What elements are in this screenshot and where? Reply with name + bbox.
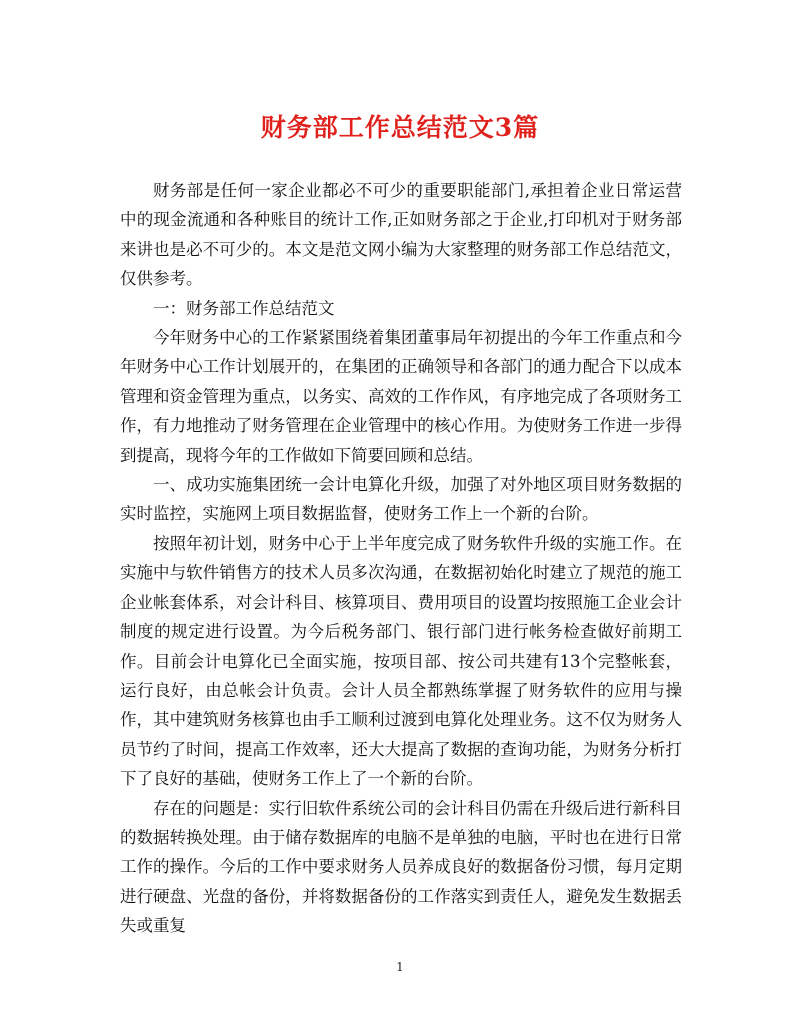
- page-number: 1: [396, 960, 404, 974]
- intro-paragraph: 财务部是任何一家企业都必不可少的重要职能部门,承担着企业日常运营中的现金流通和各种账目的统计工作,正如财务部之于企业,打印机对于财务部来讲也是必不可少的。本文是范文网小编为大家整理的财务部工作总结范文，仅供参考。: [120, 181, 682, 289]
- document-body: [120, 176, 682, 941]
- body-paragraph: 今年财务中心的工作紧紧围绕着集团董事局年初提出的今年工作重点和今年财务中心工作计划展开的，在集团的正确领导和各部门的通力配合下以成本管理和资金管理为重点，以务实、高效的工作作风，有序地完成了各项财务工作，有力地推动了财务管理在企业管理中的核心作用。为使财务工作进一步得到提高，现将今年的工作做如下简要回顾和总结。: [120, 328, 682, 465]
- section-heading: 一：财务部工作总结范文: [153, 298, 335, 318]
- document-title: 财务部工作总结范文3篇: [260, 113, 540, 142]
- body-paragraph: 按照年初计划，财务中心于上半年度完成了财务软件升级的实施工作。在实施中与软件销售方的技术人员多次沟通，在数据初始化时建立了规范的施工企业帐套体系，对会计科目、核算项目、费用项目的设置均按照施工企业会计制度的规定进行设置。为今后税务部门、银行部门进行帐务检查做好前期工作。目前会计电算化已全面实施，按项目部、按公司共建有13个完整帐套，运行良好，由总帐会计负责。会计人员全都熟练掌握了财务软件的应用与操作，其中建筑财务核算也由手工顺利过渡到电算化处理业务。这不仅为财务人员节约了时间，提高工作效率，还大大提高了数据的查询功能，为财务分析打下了良好的基础，使财务工作上了一个新的台阶。: [120, 533, 682, 789]
- body-paragraph: 存在的问题是：实行旧软件系统公司的会计科目仍需在升级后进行新科目的数据转换处理。由于储存数据库的电脑不是单独的电脑，平时也在进行日常工作的操作。今后的工作中要求财务人员养成良好的数据备份习惯，每月定期进行硬盘、光盘的备份，并将数据备份的工作落实到责任人，避免发生数据丢失或重复: [120, 798, 682, 936]
- body-paragraph: 一、成功实施集团统一会计电算化升级，加强了对外地区项目财务数据的实时监控，实施网上项目数据监督，使财务工作上一个新的台阶。: [120, 475, 682, 524]
